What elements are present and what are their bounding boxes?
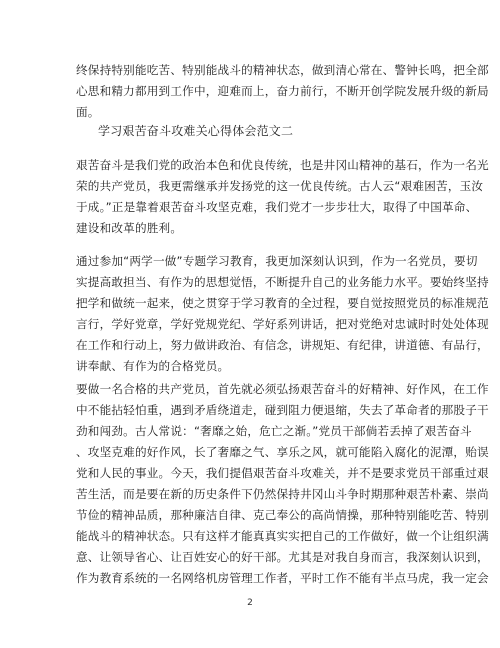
text-line: 通过参加“两学一做”专题学习教育，我更加深刻认识到，作为一名党员，要切 [76,254,478,268]
text-line: 讲奉献、有作为的合格党员。 [76,359,230,373]
paragraph-3 [76,379,489,589]
paragraph-2 [76,251,489,377]
text-line: 中不能拈轻怕重，遇到矛盾绕道走，碰到阻力便退缩，失去了革命者的那股子干 [76,403,489,417]
text-line: 在工作和行动上，努力做讲政治、有信念，讲规矩、有纪律，讲道德、有品行， [76,338,489,352]
page-number: 2 [247,598,253,608]
intro-paragraph [76,60,489,123]
text-line: 实提高敢担当、有作为的思想觉悟，不断提升自己的业务能力水平。要始终坚持 [76,275,489,289]
text-line: 于成。”正是靠着艰苦奋斗攻坚克难，我们党才一步步壮大，取得了中国革命、 [76,200,478,214]
text-line: 党和人民的事业。今天，我们提倡艰苦奋斗攻难关，并不是要求党员干部重过艰 [76,466,489,480]
section-title: 学习艰苦奋斗攻难关心得体会范文二 [98,124,294,138]
text-line: 节俭的精神品质，那种廉洁自律、克己奉公的高尚情操，那种特别能吃苦、特别 [76,508,489,522]
text-line: 要做一名合格的共产党员，首先就必须弘扬艰苦奋斗的好精神、好作风，在工作 [76,382,489,396]
text-line: 、攻坚克难的好作风，长了奢靡之气、享乐之风，就可能陷入腐化的泥潭，贻误 [76,445,489,459]
text-line: 艰苦奋斗是我们党的政治本色和优良传统，也是井冈山精神的基石，作为一名光 [76,158,489,172]
text-line: 心思和精力都用到工作中，迎难而上，奋力前行，不断开创学院发展升级的新局 [76,84,489,98]
text-line: 苦生活，而是要在新的历史条件下仍然保持井冈山斗争时期那种艰苦朴素、崇尚 [76,487,489,501]
text-line: 把学和做统一起来，使之贯穿于学习教育的全过程，要自觉按照党员的标准规范 [76,296,489,310]
text-line: 建设和改革的胜利。 [76,221,183,235]
text-line: 劲和闯劲。古人常说：“奢靡之始，危亡之渐。”党员干部倘若丢掉了艰苦奋斗 [76,424,472,438]
paragraph-1 [76,155,489,239]
text-line: 言行，学好党章，学好党规党纪、学好系列讲话，把对党绝对忠诚时时处处体现 [76,317,489,331]
text-line: 能战斗的精神状态。只有这样才能真真实实把自己的工作做好，做一个让组织满 [76,529,489,543]
text-line: 面。 [76,105,100,119]
text-line: 终保持特别能吃苦、特别能战斗的精神状态，做到清心常在、警钟长鸣，把全部 [76,63,489,77]
text-line: 作为教育系统的一名网络机房管理工作者，平时工作不能有半点马虎，我一定会 [76,571,489,585]
text-line: 荣的共产党员，我更需继承并发扬党的这一优良传统。古人云“艰难困苦，玉汝 [76,179,484,193]
text-line: 意、让领导省心、让百姓安心的好干部。尤其是对我自身而言，我深刻认识到， [76,550,489,564]
